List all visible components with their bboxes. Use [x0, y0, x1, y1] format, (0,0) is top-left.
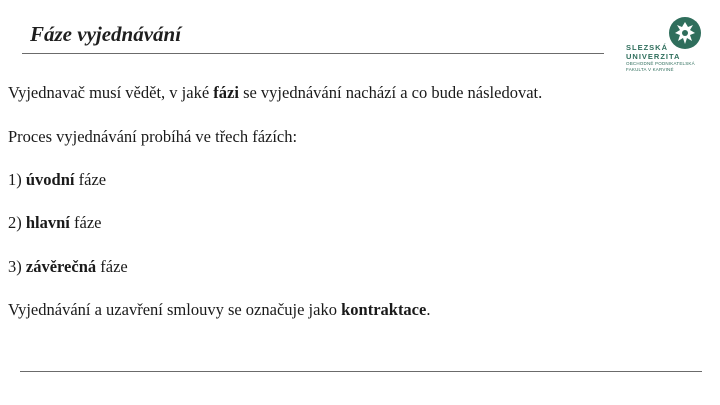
p1-text-after: se vyjednávání nachází a co bude následovat. [238, 83, 543, 102]
logo-line-2: UNIVERZITA [626, 51, 681, 61]
list-text: fáze [96, 257, 128, 276]
list-text: fáze [74, 170, 107, 189]
p1-bold: fázi [213, 83, 239, 102]
logo-line-1: SLEZSKÁ [626, 43, 669, 52]
p3-bold: kontraktace [341, 300, 427, 319]
list-item [8, 257, 128, 277]
p3-text-after: . [426, 300, 431, 319]
list-number: 3) [8, 257, 26, 276]
title-divider [22, 53, 604, 54]
paragraph-3 [8, 300, 430, 320]
list-bold: úvodní [25, 170, 75, 189]
paragraph-1 [8, 83, 542, 103]
slide-title: Fáze vyjednávání [30, 22, 182, 46]
list-number: 1) [8, 170, 26, 189]
footer-divider [20, 371, 702, 372]
list-number: 2) [8, 213, 26, 232]
p1-text-before: Vyjednavač musí vědět, v jaké [8, 83, 214, 102]
list-text: fáze [69, 213, 102, 232]
list-item [8, 170, 106, 190]
p3-text-before: Vyjednávání a uzavření smlouvy se označuje jako [8, 300, 342, 319]
list-bold: závěrečná [25, 257, 97, 276]
paragraph-2: Proces vyjednávání probíhá ve třech fázích: [8, 127, 298, 146]
logo-line-4: FAKULTA V KARVINÉ [626, 66, 674, 72]
logo-line-3: OBCHODNĚ PODNIKATELSKÁ [626, 61, 695, 66]
list-item [8, 213, 102, 233]
university-logo [624, 16, 704, 80]
list-bold: hlavní [25, 213, 70, 232]
